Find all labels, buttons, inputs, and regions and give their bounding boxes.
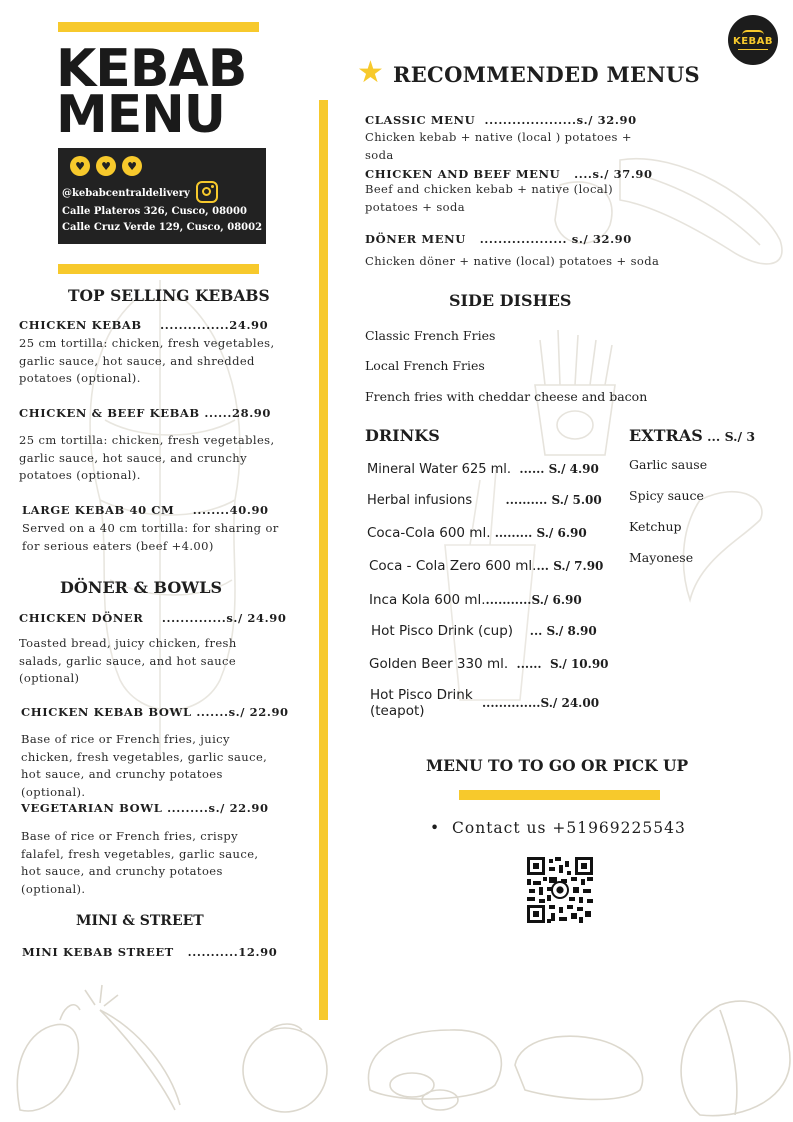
- item-price: s./ 37.90: [592, 167, 653, 181]
- extra-item: Garlic sause: [629, 457, 708, 472]
- drink-price: S./ 6.90: [536, 526, 587, 540]
- extras-price: S./ 3: [724, 429, 756, 444]
- dot-leader: ..........: [505, 493, 548, 507]
- drink-item: [367, 522, 587, 541]
- item-description: Base of rice or French fries, juicy chicken, fresh vegetables, garlic sauce, hot sauce, and crunchy potatoes (optional).: [21, 732, 268, 799]
- item-price: 24.90: [229, 318, 269, 332]
- takeaway-accent-bar: [459, 790, 660, 800]
- dot-leader: .......: [196, 705, 229, 719]
- dot-leader: ....................: [484, 113, 577, 127]
- item-description: Chicken kebab + native (local ) potatoes + soda: [365, 130, 632, 162]
- address-1: Calle Plateros 326, Cusco, 08000: [62, 206, 247, 217]
- drink-name: Hot Pisco Drink (cup): [371, 623, 514, 639]
- dot-leader: ....: [574, 167, 593, 181]
- dot-leader: ...: [529, 624, 543, 638]
- drink-item: [367, 489, 602, 508]
- side-dishes-title: SIDE DISHES: [449, 291, 572, 310]
- dot-leader: ..............: [482, 696, 541, 710]
- top-accent-bar: [58, 22, 259, 32]
- contact-text: Contact us +51969225543: [452, 819, 686, 837]
- top-selling-title: TOP SELLING KEBABS: [68, 286, 270, 305]
- drink-price: S./ 24.00: [540, 696, 600, 710]
- drink-name: Inca Kola 600 ml.: [369, 592, 486, 608]
- item-name: CHICKEN KEBAB: [19, 318, 142, 332]
- drink-item: [367, 458, 599, 477]
- item-price: s./ 32.90: [576, 113, 637, 127]
- heart-icon: ♥: [122, 156, 142, 176]
- item-description: Chicken döner + native (local) potatoes + soda: [365, 254, 660, 268]
- menu-item-classic-menu: [365, 113, 695, 164]
- item-description: Served on a 40 cm tortilla: for sharing or for serious eaters (beef +4.00): [22, 521, 279, 553]
- menu-item-chicken-beef-kebab: [19, 406, 309, 485]
- menu-title: [56, 39, 247, 145]
- dot-leader: .........: [167, 801, 209, 815]
- menu-item-large-kebab: [22, 503, 312, 555]
- item-description: 25 cm tortilla: chicken, fresh vegetables, garlic sauce, hot sauce, and shredded potatoes (optional).: [19, 336, 275, 385]
- item-name: LARGE KEBAB 40 CM: [22, 503, 175, 517]
- item-price: 28.90: [232, 406, 272, 420]
- logo-text: KEBAB: [732, 36, 774, 47]
- drink-item: [371, 620, 597, 639]
- item-name: CHICKEN KEBAB BOWL: [21, 705, 192, 719]
- item-price: s./ 22.90: [228, 705, 289, 719]
- drink-name: Golden Beer 330 ml.: [369, 656, 509, 672]
- recommended-title: RECOMMENDED MENUS: [393, 62, 700, 87]
- item-name: CHICKEN & BEEF KEBAB: [19, 406, 200, 420]
- drink-price: S./ 4.90: [548, 462, 599, 476]
- drink-price: S./ 8.90: [546, 624, 597, 638]
- dot-leader: ...........: [187, 945, 239, 959]
- dot-leader: ........: [192, 503, 230, 517]
- menu-item-mini-kebab-street: [22, 945, 277, 959]
- header-bottom-bar: [58, 264, 259, 274]
- address-2: Calle Cruz Verde 129, Cusco, 08002: [62, 222, 263, 233]
- item-name: CHICKEN DÖNER: [19, 611, 144, 625]
- menu-item-doner-menu: [365, 232, 695, 271]
- info-box: [58, 148, 266, 244]
- mini-street-title: MINI & STREET: [76, 913, 204, 929]
- menu-item-chicken-beef-menu: [365, 167, 695, 216]
- star-icon: ★: [357, 55, 384, 90]
- drink-price: S./ 5.00: [551, 493, 602, 507]
- drink-name: Herbal infusions: [367, 493, 473, 508]
- contact-line[interactable]: [430, 819, 686, 837]
- instagram-handle[interactable]: @kebabcentraldelivery: [62, 188, 190, 199]
- drink-price: S./ 7.90: [553, 559, 604, 573]
- logo-badge: [728, 15, 778, 65]
- item-description: 25 cm tortilla: chicken, fresh vegetables, garlic sauce, hot sauce, and crunchy potatoes (optional).: [19, 433, 275, 482]
- extra-item: Mayonese: [629, 550, 694, 565]
- takeaway-title: MENU TO TO GO OR PICK UP: [426, 756, 689, 775]
- vertical-divider: [319, 100, 328, 1020]
- item-description: Base of rice or French fries, crispy falafel, fresh vegetables, garlic sauce, hot sauce, and crunchy potatoes (optional).: [21, 829, 259, 896]
- dot-leader: ......: [204, 406, 232, 420]
- drink-name: Coca - Cola Zero 600 ml.: [369, 558, 537, 574]
- extra-item: Ketchup: [629, 519, 682, 534]
- drink-item: [370, 687, 640, 719]
- drink-item: [369, 555, 603, 574]
- heart-icon: ♥: [96, 156, 116, 176]
- qr-code-icon[interactable]: [527, 857, 593, 923]
- drink-item: [369, 653, 609, 672]
- extras-header: [629, 426, 755, 445]
- item-name: DÖNER MENU: [365, 232, 466, 246]
- dot-leader: ......: [519, 462, 545, 476]
- drink-price: S./ 6.90: [531, 593, 582, 607]
- drink-name: Hot Pisco Drink: [370, 687, 473, 703]
- item-name: MINI KEBAB STREET: [22, 945, 174, 959]
- drinks-title: DRINKS: [365, 426, 440, 445]
- instagram-icon[interactable]: [196, 181, 218, 203]
- dot-leader: ......: [516, 657, 542, 671]
- doner-bowls-title: DÖNER & BOWLS: [60, 578, 223, 597]
- hearts-row: [70, 156, 142, 176]
- item-description: Beef and chicken kebab + native (local) potatoes + soda: [365, 182, 614, 214]
- item-name: CHICKEN AND BEEF MENU: [365, 167, 561, 181]
- extras-title: EXTRAS: [629, 426, 703, 445]
- dot-leader: ...............: [160, 318, 230, 332]
- drink-name-line2: (teapot): [370, 703, 425, 719]
- dot-leader: ...................: [479, 232, 568, 246]
- item-price: s./ 22.90: [208, 801, 269, 815]
- drink-name: Coca-Cola 600 ml.: [367, 525, 491, 541]
- side-item: French fries with cheddar cheese and bacon: [365, 389, 648, 404]
- item-description: Toasted bread, juicy chicken, fresh salads, garlic sauce, and hot sauce (optional): [19, 636, 237, 685]
- item-price: s./ 24.90: [226, 611, 287, 625]
- drink-price: S./ 10.90: [549, 657, 609, 671]
- dot-leader: .........: [494, 526, 533, 540]
- item-price: 40.90: [229, 503, 269, 517]
- menu-item-chicken-kebab: [19, 318, 309, 388]
- menu-title-line2: MENU: [56, 85, 226, 145]
- menu-item-chicken-doner: [19, 611, 309, 688]
- drink-item: [369, 589, 582, 608]
- extra-item: Spicy sauce: [629, 488, 704, 503]
- drink-name: Mineral Water 625 ml.: [367, 462, 512, 477]
- menu-item-vegetarian-bowl: [21, 801, 311, 898]
- side-item: Classic French Fries: [365, 328, 496, 343]
- menu-item-chicken-kebab-bowl: [21, 705, 311, 801]
- dot-leader: ...: [707, 429, 721, 444]
- dot-leader: ..............: [161, 611, 227, 625]
- bullet: •: [430, 819, 441, 837]
- side-item: Local French Fries: [365, 358, 485, 373]
- menu-title-line1: KEBAB: [56, 39, 247, 99]
- dot-leader: ...........: [485, 593, 532, 607]
- item-name: CLASSIC MENU: [365, 113, 476, 127]
- heart-icon: ♥: [70, 156, 90, 176]
- item-name: VEGETARIAN BOWL: [21, 801, 163, 815]
- dot-leader: ...: [536, 559, 549, 573]
- item-price: 12.90: [238, 945, 278, 959]
- item-price: s./ 32.90: [571, 232, 632, 246]
